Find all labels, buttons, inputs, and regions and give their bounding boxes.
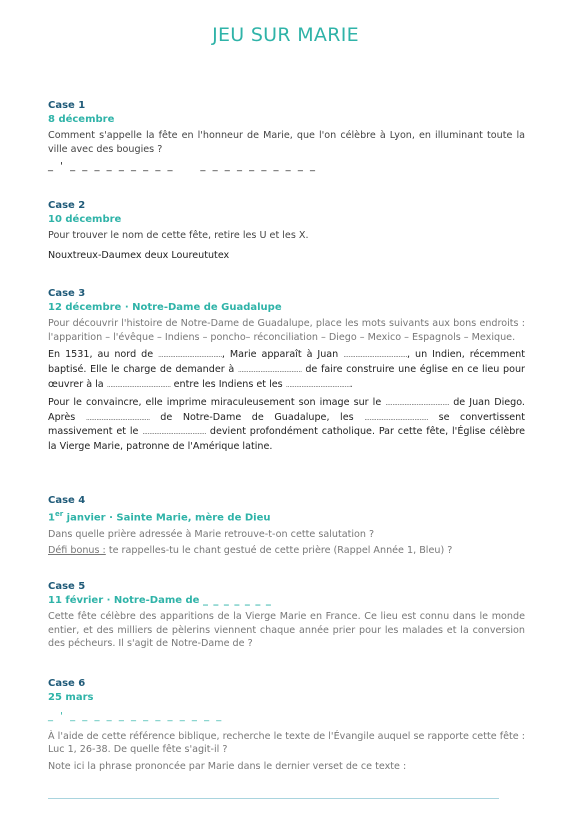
case-5-section <box>48 580 525 651</box>
case-2-section <box>48 199 525 262</box>
case-4-bonus: Défi bonus : te rappelles-tu le chant gestué de cette prière (Rappel Année 1, Bleu) ? <box>48 545 453 557</box>
case-4-question: Dans quelle prière adressée à Marie retrouve-t-on cette salutation ? <box>48 528 375 540</box>
case-2-label: Case 2 <box>48 200 86 211</box>
page-title: JEU SUR MARIE <box>212 24 359 46</box>
case-3-section <box>48 287 525 454</box>
case-5-date: 11 février · Notre-Dame de _ _ _ _ _ _ _ <box>48 594 272 606</box>
blank-3[interactable]: ..................................... <box>237 365 302 374</box>
case-2-puzzle: Nouxtreux-Daumex deux Loureututex <box>48 249 230 261</box>
case-4-section <box>48 494 525 558</box>
case-6-note: Note ici la phrase prononcée par Marie dans le dernier verset de ce texte : <box>48 760 407 772</box>
case-1-date: 8 décembre <box>48 113 115 125</box>
case-4-date: 1er janvier · Sainte Marie, mère de Dieu <box>48 509 271 523</box>
case-3-intro: Pour découvrir l'histoire de Notre-Dame de Guadalupe, place les mots suivants aux bons endroits : l'apparition – l'évêque – Indiens – poncho– réconciliation – Diego – Mexico – Espagnols – Mexique. <box>48 318 525 343</box>
case-3-paragraph-1: En 1531, au nord de ....................................., Marie apparaît à Juan ....................................., un Indien, récemment baptisé. Elle le charge de demander à ..................................... de faire construire une église en ce lieu pour œuvrer à la ..................................... entre les Indiens et les ...................................... <box>48 349 525 390</box>
case-3-paragraph-2: Pour le convaincre, elle imprime miraculeusement son image sur le ..................................... de Juan Diego. Après ..................................... de Notre-Dame de Guadalupe, les ..................................... se convertissent massivement et le ..................................... devient profondément catholique. Par cette fête, l'Église célèbre la Vierge Marie, patronne de l'Amérique latine. <box>48 397 525 452</box>
blank-5[interactable]: ..................................... <box>285 380 350 389</box>
case-2-instruction: Pour trouver le nom de cette fête, retire les U et les X. <box>48 230 309 242</box>
answer-line[interactable] <box>48 798 499 799</box>
case-6-answer-blanks: _ ' _ _ _ _ _ _ _ _ _ _ _ _ _ <box>48 711 224 723</box>
case-4-label: Case 4 <box>48 495 86 506</box>
blank-8[interactable]: ..................................... <box>364 413 429 422</box>
case-3-date: 12 décembre · Notre-Dame de Guadalupe <box>48 301 282 313</box>
case-6-section <box>48 677 525 774</box>
blank-6[interactable]: ..................................... <box>385 399 450 408</box>
case-1-answer-blanks: _ ' _ _ _ _ _ _ _ _ _ _ _ _ _ _ _ _ _ _ _ <box>48 161 318 173</box>
blank-7[interactable]: ..................................... <box>85 413 150 422</box>
case-5-label: Case 5 <box>48 581 86 592</box>
blank-2[interactable]: ..................................... <box>343 351 408 360</box>
case-6-text: À l'aide de cette référence biblique, recherche le texte de l'Évangile auquel se rapporte cette fête : Luc 1, 26-38. De quelle fête s'agit-il ? <box>48 730 525 756</box>
case-1-question: Comment s'appelle la fête en l'honneur de Marie, que l'on célèbre à Lyon, en illuminant toute la ville avec des bougies ? <box>48 130 525 155</box>
blank-9[interactable]: ..................................... <box>142 428 207 437</box>
case-6-label: Case 6 <box>48 678 86 689</box>
case-5-text: Cette fête célèbre des apparitions de la Vierge Marie en France. Ce lieu est connu dans le monde entier, et des milliers de pèlerins viennent chaque année prier pour les malades et la conversion des pécheurs. Il s'agit de Notre-Dame de ? <box>48 611 525 650</box>
case-3-label: Case 3 <box>48 288 86 299</box>
case-2-date: 10 décembre <box>48 213 122 225</box>
blank-1[interactable]: ..................................... <box>158 351 222 360</box>
case-6-date: 25 mars <box>48 691 94 703</box>
case-1-section <box>48 99 525 174</box>
case-1-label: Case 1 <box>48 100 86 111</box>
blank-4[interactable]: ..................................... <box>106 380 171 389</box>
